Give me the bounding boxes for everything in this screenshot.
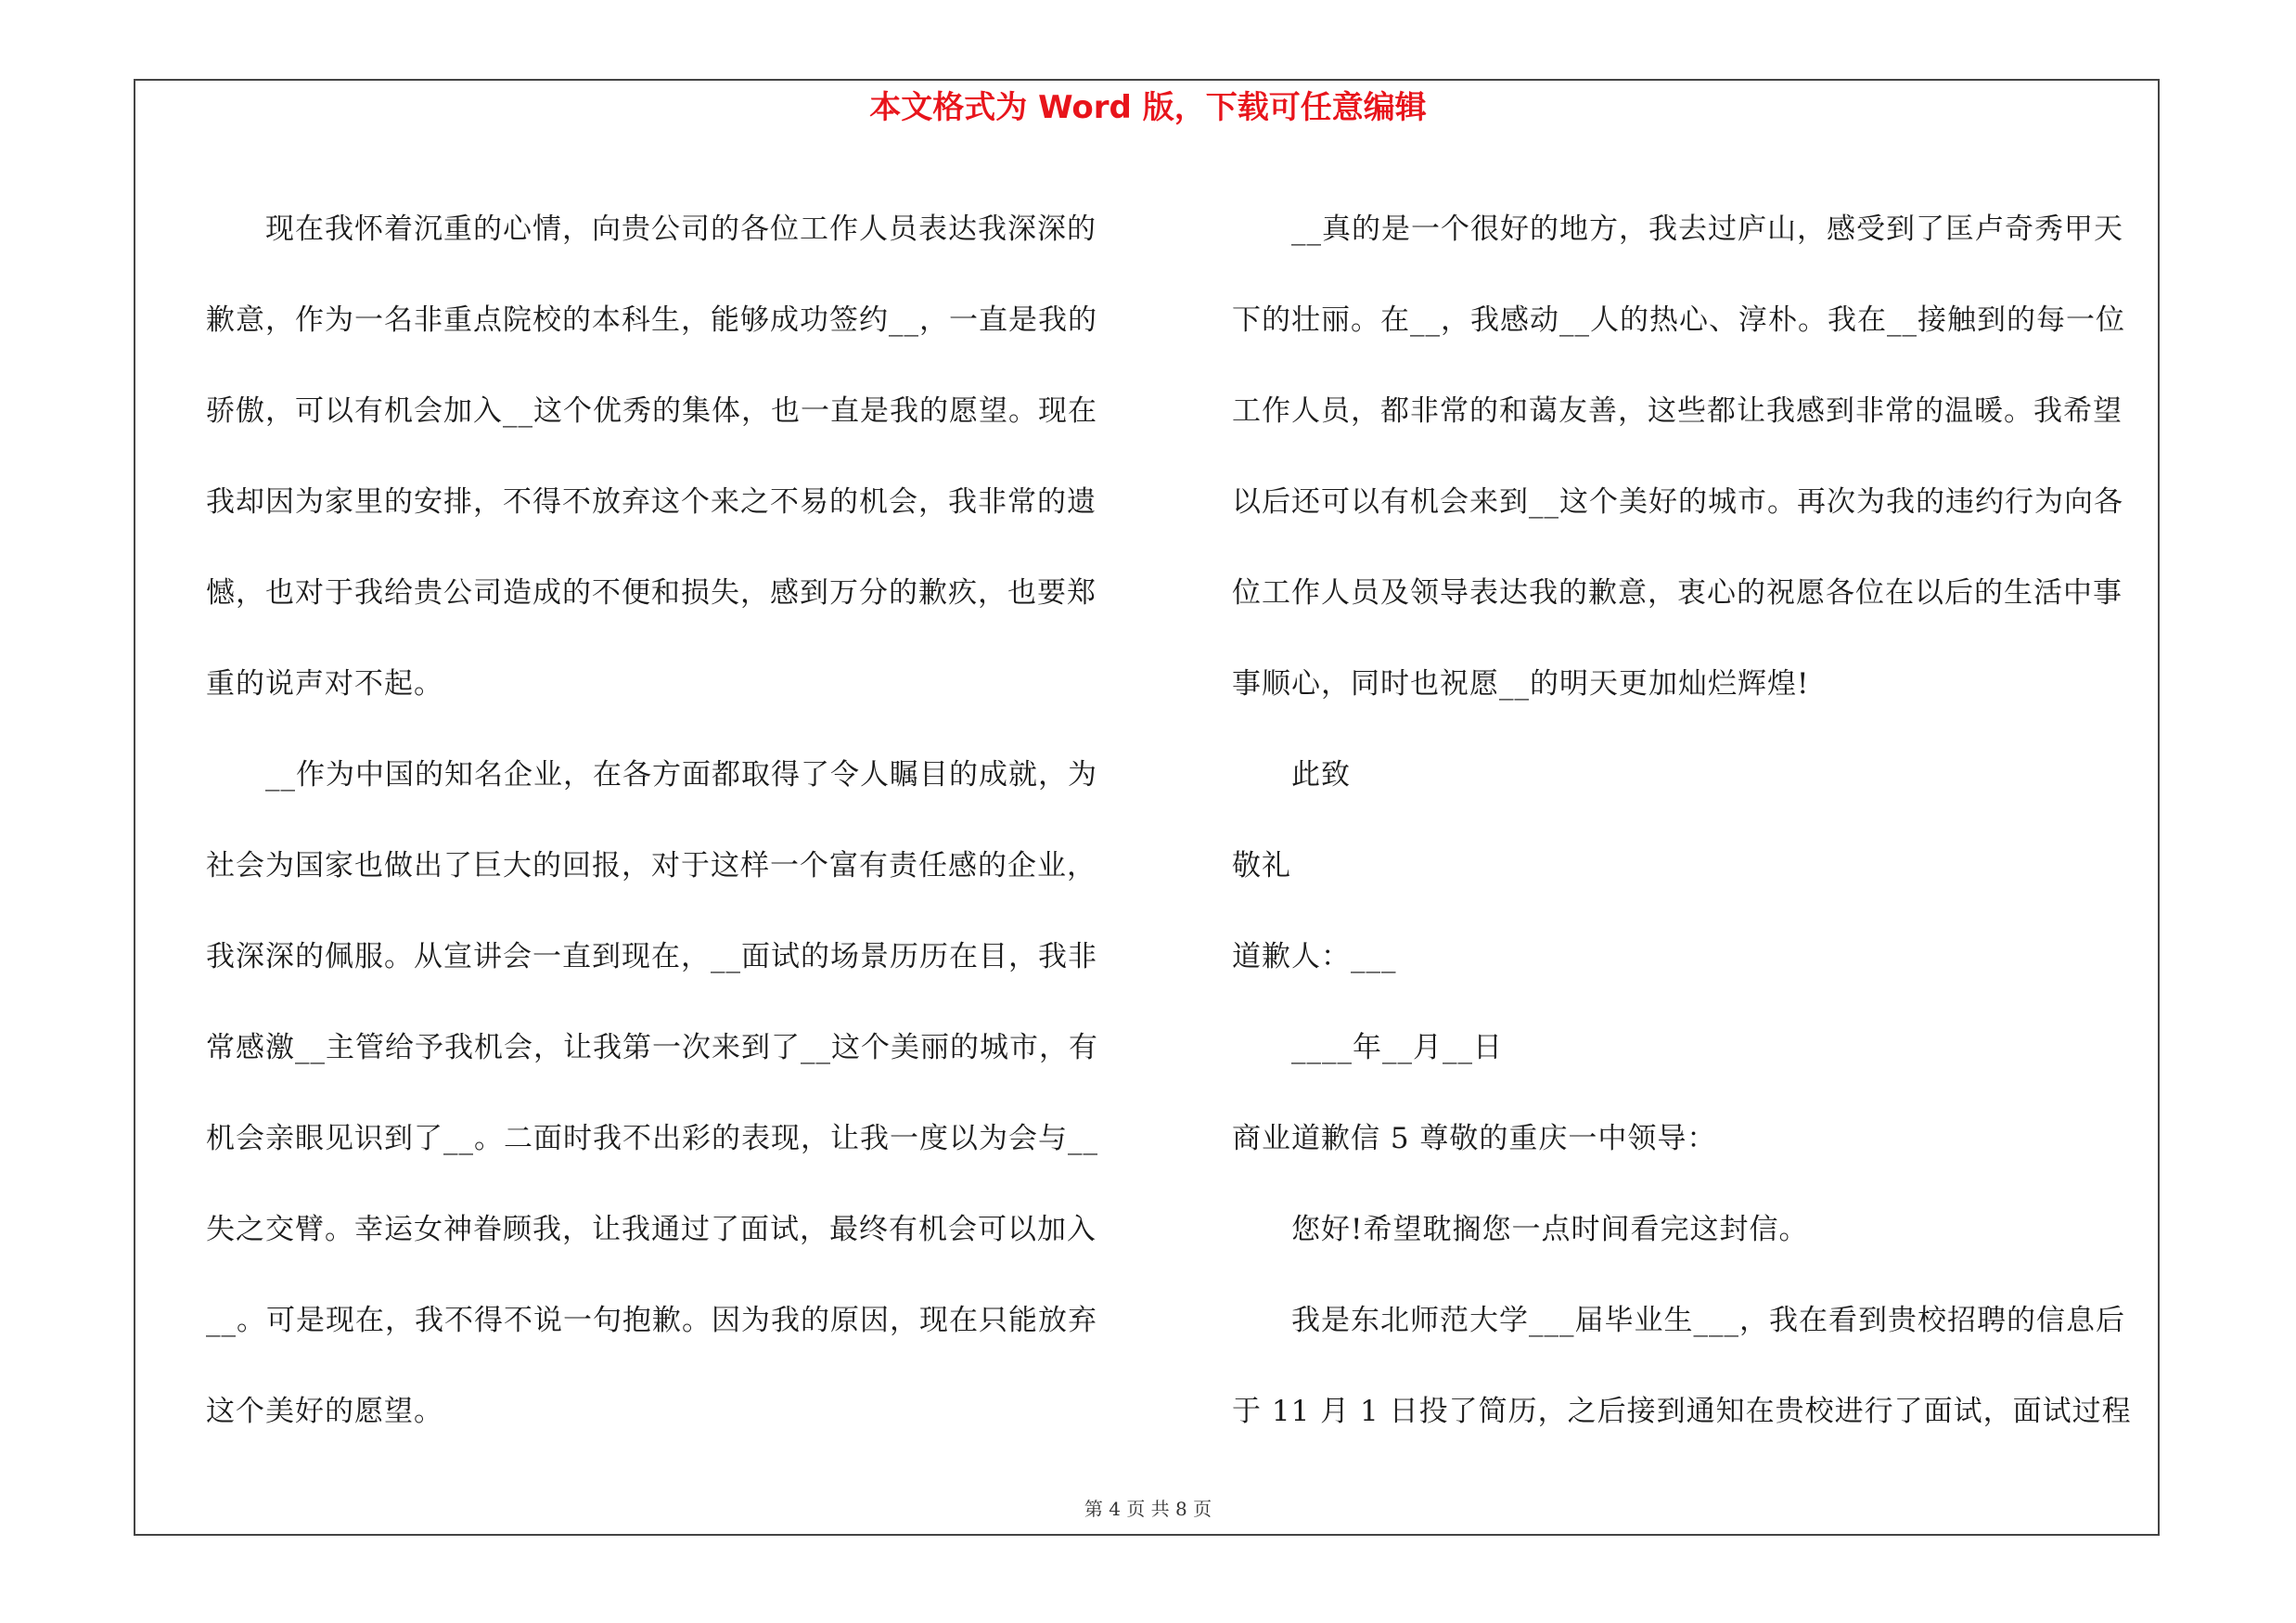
text-line: __。可是现在，我不得不说一句抱歉。因为我的原因，现在只能放弃 — [206, 1304, 1097, 1337]
text-line: 歉意，作为一名非重点院校的本科生，能够成功签约__，一直是我的 — [206, 303, 1097, 337]
text-line: 工作人员，都非常的和蔼友善，这些都让我感到非常的温暖。我希望 — [1232, 394, 2123, 428]
text-line: __真的是一个很好的地方，我去过庐山，感受到了匡卢奇秀甲天 — [1291, 213, 2123, 246]
format-notice-banner: 本文格式为 Word 版，下载可任意编辑 — [869, 89, 1427, 126]
text-line: 我却因为家里的安排，不得不放弃这个来之不易的机会，我非常的遗 — [206, 485, 1097, 519]
text-line: 以后还可以有机会来到__这个美好的城市。再次为我的违约行为向各 — [1232, 485, 2123, 519]
text-line: 骄傲，可以有机会加入__这个优秀的集体，也一直是我的愿望。现在 — [206, 394, 1097, 428]
signature-line: 道歉人：___ — [1232, 940, 1397, 973]
text-line: 现在我怀着沉重的心情，向贵公司的各位工作人员表达我深深的 — [265, 213, 1097, 246]
left-text-column — [206, 184, 1134, 1457]
text-line: __作为中国的知名企业，在各方面都取得了令人瞩目的成就，为 — [265, 758, 1097, 792]
text-line: 我深深的佩服。从宣讲会一直到现在，__面试的场景历历在目，我非 — [206, 940, 1097, 973]
text-line: 社会为国家也做出了巨大的回报，对于这样一个富有责任感的企业， — [206, 849, 1097, 882]
text-line: 于 11 月 1 日投了简历，之后接到通知在贵校进行了面试，面试过程 — [1232, 1395, 2132, 1428]
closing-regards: 敬礼 — [1232, 849, 1291, 882]
closing-salutation: 此致 — [1291, 758, 1351, 792]
date-line: ____年__月__日 — [1291, 1031, 1503, 1064]
page-number: 第 4 页 共 8 页 — [1084, 1498, 1212, 1520]
text-line: 常感激__主管给予我机会，让我第一次来到了__这个美丽的城市，有 — [206, 1031, 1098, 1064]
text-line: 机会亲眼见识到了__。二面时我不出彩的表现，让我一度以为会与__ — [206, 1122, 1098, 1155]
text-line: 这个美好的愿望。 — [206, 1395, 443, 1428]
text-line: 位工作人员及领导表达我的歉意，衷心的祝愿各位在以后的生活中事 — [1232, 576, 2123, 610]
text-line: 您好!希望耽搁您一点时间看完这封信。 — [1291, 1213, 1809, 1246]
right-text-column — [1232, 184, 2160, 1457]
text-line: 憾，也对于我给贵公司造成的不便和损失，感到万分的歉疚，也要郑 — [206, 576, 1097, 610]
text-line: 重的说声对不起。 — [206, 667, 443, 701]
text-line: 我是东北师范大学___届毕业生___，我在看到贵校招聘的信息后 — [1291, 1304, 2125, 1337]
text-line: 事顺心，同时也祝愿__的明天更加灿烂辉煌! — [1232, 667, 1810, 701]
letter-heading: 商业道歉信 5 尊敬的重庆一中领导： — [1232, 1122, 1717, 1155]
text-line: 失之交臂。幸运女神眷顾我，让我通过了面试，最终有机会可以加入 — [206, 1213, 1097, 1246]
text-line: 下的壮丽。在__，我感动__人的热心、淳朴。我在__接触到的每一位 — [1232, 303, 2125, 337]
